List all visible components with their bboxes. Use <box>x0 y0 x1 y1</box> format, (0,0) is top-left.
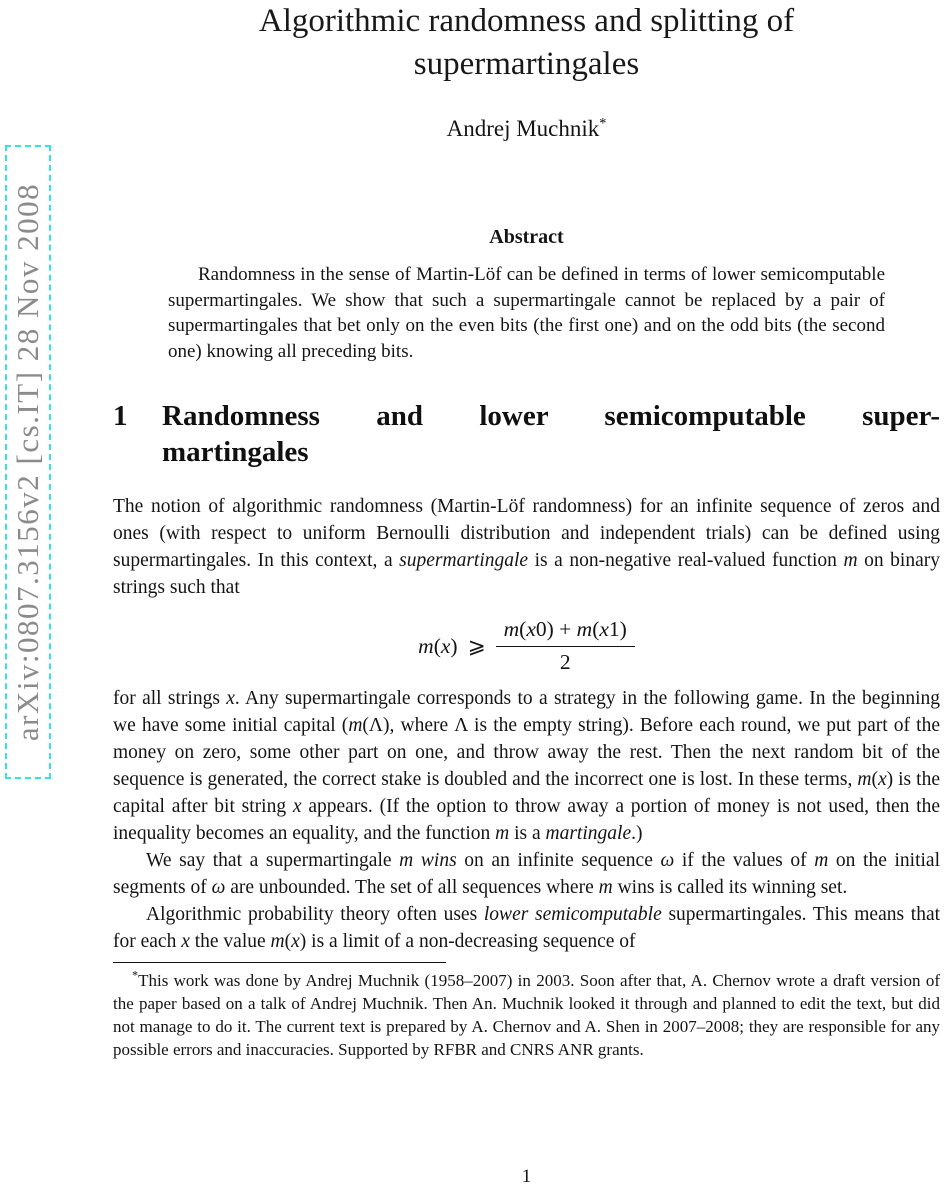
section-title-line2: martingales <box>162 436 309 468</box>
paper-content <box>113 0 940 1061</box>
paragraph-semicomputable: Algorithmic probability theory often uses lower semicomputable supermartingales. This means that for each x the value m(x) is a limit of a non-decreasing sequence of <box>113 904 941 952</box>
paper-title: Algorithmic randomness and splitting of supermartingales <box>258 3 795 82</box>
fraction-denominator: 2 <box>496 646 635 675</box>
section-heading <box>113 398 940 470</box>
abstract-heading: Abstract <box>489 226 564 248</box>
author-line <box>113 114 940 144</box>
supermartingale-inequality-formula <box>113 617 940 675</box>
paragraph-game-explanation: for all strings x. Any supermartingale corresponds to a strategy in the following game. In the beginning we have some initial capital (m(Λ), where Λ is the empty string). Before each round, we put part of the money on zero, some other part on one, and throw away the rest. Then the next random bit of the sequence is generated, the correct stake is doubled and the incorrect one is lost. In these terms, m(x) is the capital after bit string x appears. (If the option to throw away a portion of money is not used, then the inequality becomes an equality, and the function m is a martingale.) <box>113 688 941 844</box>
fraction-numerator: m(x0) + m(x1) <box>503 617 627 641</box>
arxiv-watermark-band <box>5 145 51 779</box>
author-name: Andrej Muchnik <box>446 116 600 141</box>
section-title <box>162 398 940 470</box>
author-footnote-mark: * <box>599 115 607 132</box>
formula-lhs: m(x) <box>418 633 458 658</box>
paragraph-wins-definition: We say that a supermartingale m wins on an infinite sequence ω if the values of m on the initial segments of ω are unbounded. The set of all sequences where m wins is called its winning set. <box>113 850 940 898</box>
abstract-text: Randomness in the sense of Martin-Löf can be defined in terms of lower semicomputable supermartingales. We show that such a supermartingale cannot be replaced by a pair of supermartingales that bet only on the even bits (the first one) and on the odd bits (the second one) knowing all preceding bits. <box>168 264 885 362</box>
formula-fraction <box>496 617 635 675</box>
arxiv-identifier-label: arXiv:0807.3156v2 [cs.IT] 28 Nov 2008 <box>10 182 45 742</box>
paragraph-intro: The notion of algorithmic randomness (Martin-Löf randomness) for an infinite sequence of zeros and ones (with respect to uniform Bernoulli distribution and independent trials) can be defined using supermartingales. In this context, a supermartingale is a non-negative real-valued function m on binary strings such that <box>113 496 940 598</box>
greater-or-slanted-equal-symbol: ⩾ <box>467 633 486 659</box>
footnote-rule <box>113 962 446 963</box>
section-number: 1 <box>113 400 128 432</box>
section-title-line1: Randomness and lower semicomputable super- <box>162 400 940 432</box>
page-number: 1 <box>521 1166 532 1187</box>
footnote-text: *This work was done by Andrej Muchnik (1958–2007) in 2003. Soon after that, A. Chernov wrote a draft version of the paper based on a talk of Andrej Muchnik. Then An. Muchnik looked it through and planned to edit the text, but did not manage to do it. The current text is prepared by A. Chernov and A. Shen in 2007–2008; they are responsible for any possible errors and inaccuracies. Supported by RFBR and CNRS ANR grants. <box>113 968 940 1059</box>
